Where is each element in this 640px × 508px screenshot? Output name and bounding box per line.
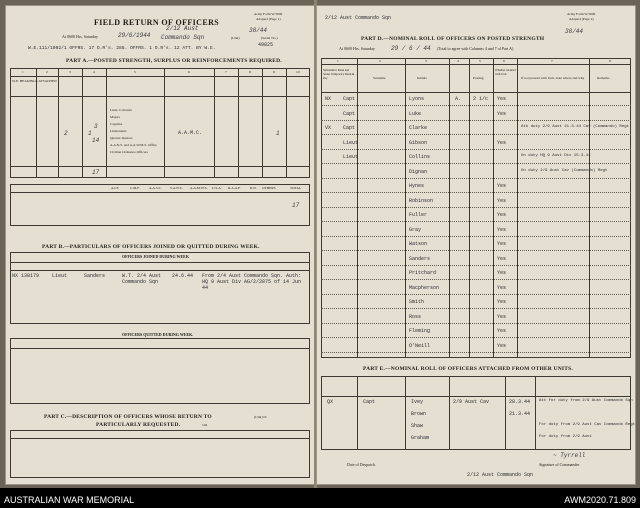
a-value: 3	[94, 123, 98, 130]
roll-posting: 2 i/c	[473, 96, 489, 102]
col-num: 2	[379, 59, 381, 63]
form-ref-2: Adapted (Page 1)	[256, 17, 281, 21]
a-value: 1	[88, 130, 92, 137]
summary-table	[10, 184, 310, 226]
rank-label: Lieutenants	[110, 129, 127, 133]
att-no: QX	[327, 399, 334, 405]
roll-retained: Yes	[497, 110, 507, 117]
page-right	[317, 6, 635, 484]
roll-rank: Capt	[343, 125, 356, 131]
serial-value: 38/44	[249, 27, 268, 34]
roll-surname: Robinson	[409, 197, 434, 204]
summary-head: R.A.A.F.	[228, 186, 241, 190]
summary-head: C.M.F.	[130, 186, 140, 190]
roll-retained: Yes	[497, 328, 507, 334]
summary-head: TOTAL	[290, 186, 302, 190]
roll-rank: Capt	[343, 96, 356, 102]
joined-remarks: From 2/4 Aust Commando Sqn. Auth: HQ 9 Aust Div AG/2/2875 of 14 Jun 44	[202, 273, 302, 291]
part-c-heading-2: PARTICULARLY REQUESTED.	[96, 422, 181, 428]
col-num: 4	[93, 70, 95, 74]
table-row	[321, 294, 631, 295]
at-line-label: At 0600 Hrs. Saturday	[62, 34, 98, 39]
roll-retained: Yes	[497, 96, 507, 102]
roll-initials: A.	[455, 96, 462, 102]
summary-head: U.S.A.	[212, 186, 222, 190]
wit-line: W.E.111/1002/1 OFFRS. 17 O.R's. 285. OFFRS. 1 O.R's. 12 ATT. BY W.E.	[28, 46, 216, 51]
part-b-heading: PART B.—PARTICULARS OF OFFICERS JOINED OR QUITTED DURING WEEK.	[42, 244, 260, 250]
form-title: FIELD RETURN OF OFFICERS	[94, 18, 220, 27]
col-header: Surname	[373, 76, 386, 80]
rank-label: A.A.N.S. and A.A.W.M.S. Office	[110, 143, 157, 147]
right-form-ref-2: Adapted (Page 2)	[569, 17, 594, 21]
roll-surname: Fleming	[409, 328, 431, 334]
rank-label: Majors	[110, 115, 120, 119]
signature: ~ Tyrrell	[553, 452, 586, 459]
att-name: Brown	[411, 411, 427, 417]
summary-head: OTHERS	[262, 186, 276, 190]
part-d-at-line: At 0600 Hrs. Saturday	[339, 46, 375, 51]
a-total: 17	[92, 169, 100, 176]
col-header: Substantive Rank and Status Temporary Rank & Pay	[323, 68, 355, 80]
attached-unit: A.A.M.C.	[178, 130, 203, 136]
rank-label: Lieut.-Colonels	[110, 108, 132, 112]
summary-head: R.N.	[250, 186, 257, 190]
att-date: 21.3.44	[509, 411, 531, 417]
col-num: 5	[479, 59, 481, 63]
roll-no: NX	[325, 96, 332, 102]
attached-count: 1	[276, 130, 280, 137]
summary-head: A.I.F.	[111, 186, 119, 190]
table-row	[321, 178, 631, 179]
part-c-heading: PART C.—DESCRIPTION OF OFFICERS WHOSE RETURN TO	[44, 414, 212, 420]
page-left	[6, 6, 314, 484]
archive-banner	[0, 488, 640, 508]
col-num: 4	[457, 59, 459, 63]
part-e-heading: PART E.—NOMINAL ROLL OF OFFICERS ATTACHED FROM OTHER UNITS.	[363, 366, 573, 372]
table-row	[321, 337, 631, 338]
part-c-unit: (Unit) IS	[254, 415, 267, 419]
roll-surname: Luke	[409, 110, 422, 117]
roll-surname: Lyons	[409, 96, 425, 102]
roll-retained: Yes	[497, 270, 507, 276]
att-remarks: For duty from 2/9 Aust	[539, 435, 592, 439]
roll-retained: Yes	[497, 212, 507, 218]
signature-label: Signature of Commander	[539, 462, 580, 467]
att-name: Graham	[411, 435, 430, 441]
att-name: Ivey	[411, 399, 424, 405]
quitted-heading: OFFICERS QUITTED DURING WEEK.	[122, 332, 194, 337]
roll-surname: Watson	[409, 241, 428, 247]
roll-retained: Yes	[497, 183, 507, 189]
roll-surname: Ross	[409, 313, 422, 320]
roll-retained: Yes	[497, 226, 507, 233]
col-num: 10	[296, 70, 300, 74]
col-header: If not present with Unit, state where and why	[521, 76, 585, 80]
col-num: 8	[249, 70, 251, 74]
part-d-note: (Total to agree with Columns 4 and 7 of Part A)	[437, 46, 514, 51]
col-num: 7	[225, 70, 227, 74]
roll-surname: Hynes	[409, 183, 425, 189]
table-row	[321, 308, 631, 309]
table-row	[321, 149, 631, 150]
col-header: Initials	[417, 76, 427, 80]
summary-head: A.A.S.C.	[149, 186, 162, 190]
col-num: 9	[273, 70, 275, 74]
roll-surname: Pritchard	[409, 270, 437, 276]
col-num: 1	[337, 59, 339, 63]
col-num: 6	[188, 70, 190, 74]
roll-surname: Fuller	[409, 212, 428, 218]
roll-retained: Yes	[497, 313, 507, 320]
roll-surname: Clarke	[409, 125, 428, 131]
table-row	[321, 192, 631, 193]
roll-retained: Yes	[497, 139, 507, 146]
att-unit: 2/9 Aust Cav	[453, 399, 490, 405]
table-row	[321, 352, 631, 353]
right-unit: 2/12 Aust Commando Sqn	[325, 15, 392, 21]
col-num: 5	[134, 70, 136, 74]
col-header: Remarks	[597, 76, 610, 80]
roll-surname: O'Neill	[409, 342, 431, 349]
joined-rank: Lieut	[52, 273, 68, 279]
table-row	[321, 120, 631, 121]
col-num: 6	[503, 59, 505, 63]
foot-unit: 2/12 Aust Commando Sqn	[467, 472, 534, 478]
a-value: 14	[92, 137, 100, 144]
part-d-date: 29 / 6 / 44	[391, 45, 431, 52]
a-value: 2	[64, 130, 68, 137]
table-row	[321, 105, 631, 106]
roll-surname: Sanders	[409, 255, 431, 262]
joined-no: NX 138179	[12, 273, 40, 279]
table-row	[321, 134, 631, 135]
table-row	[321, 207, 631, 208]
roll-surname: Dignan	[409, 168, 428, 175]
unit-value-2: Commando Sqn	[161, 34, 205, 41]
roll-retained: Yes	[497, 299, 507, 305]
rank-label: Captains	[110, 122, 123, 126]
table-row	[321, 221, 631, 222]
col-num: 8	[609, 59, 611, 63]
table-row	[321, 236, 631, 237]
rank-label: Quarter-masters	[110, 136, 133, 140]
roll-retained: Yes	[497, 241, 507, 247]
roll-where: On duty HQ 9 Aust Div 15.3.44	[521, 154, 591, 158]
table-row	[321, 279, 631, 280]
table-row	[321, 163, 631, 164]
rank-label: Civilian Ordnance Officers	[110, 150, 149, 154]
we-header: W.E. HEADINGS ATTACHED	[12, 79, 57, 83]
col-num: 7	[551, 59, 553, 63]
col-num: 2	[46, 70, 48, 74]
att-remarks: For duty from 2/9 Aust Cav Commando Regt	[539, 423, 636, 427]
number-stamp: 49825	[258, 42, 274, 48]
summary-total: 17	[292, 202, 300, 209]
summary-head: S.A.N.S.	[170, 186, 183, 190]
col-num: 3	[425, 59, 427, 63]
serial-label: (Serial No.)	[261, 36, 278, 40]
joined-from: W.T. 2/4 Aust Commando Sqn	[122, 273, 162, 285]
roll-table	[321, 58, 631, 358]
part-a-table	[10, 68, 310, 178]
joined-date: 24.6.44	[172, 273, 194, 279]
col-header: Whether retained with Unit	[495, 68, 516, 76]
summary-head: A.A.M.W.S.	[190, 186, 208, 190]
roll-retained: Yes	[497, 284, 507, 291]
roll-no: VX	[325, 125, 332, 131]
col-num: 3	[69, 70, 71, 74]
att-remarks: Att for duty from 2/9 Aust Commando Sqn	[539, 399, 633, 403]
roll-surname: Gibson	[409, 139, 428, 146]
unit-label: (Unit)	[231, 36, 240, 40]
roll-rank: Lieut	[343, 154, 359, 160]
part-d-heading: PART D.—NOMINAL ROLL OF OFFICERS ON POSTED STRENGTH	[361, 36, 545, 42]
table-row	[321, 250, 631, 251]
table-row	[321, 265, 631, 266]
roll-surname: Macpherson	[409, 284, 440, 291]
right-form-ref: Army Form W.3009	[567, 12, 596, 16]
joined-name: Sanders	[84, 273, 106, 279]
unit-value: 2/12 Aust	[166, 25, 199, 32]
roll-where: On duty 2/9 Aust Cav (Commando) Regt	[521, 168, 608, 173]
archive-name: AUSTRALIAN WAR MEMORIAL	[4, 495, 135, 505]
right-serial: 38/44	[565, 28, 584, 35]
roll-surname: Gray	[409, 226, 422, 233]
archive-id: AWM2020.71.809	[564, 495, 636, 505]
att-name: Shaw	[411, 423, 424, 429]
despatch-label: Date of Despatch.	[347, 462, 376, 467]
roll-retained: Yes	[497, 197, 507, 204]
roll-rank: Capt	[343, 110, 356, 117]
joined-heading: OFFICERS JOINED DURING WEEK	[122, 254, 189, 259]
form-ref: Army Form W.3009	[254, 12, 283, 16]
roll-retained: Yes	[497, 255, 507, 262]
col-num: 1	[22, 70, 24, 74]
roll-retained: Yes	[497, 342, 507, 349]
part-c-year: 194	[202, 423, 208, 427]
roll-surname: Collins	[409, 154, 431, 160]
att-date: 28.3.44	[509, 399, 531, 405]
roll-surname: Smith	[409, 299, 425, 305]
roll-where: Atk duty 2/9 Aust 21.3.44 Cav (Commando) Regt	[521, 125, 630, 129]
col-header: Posting	[473, 76, 484, 80]
table-row	[321, 323, 631, 324]
roll-rank: Lieut	[343, 139, 359, 146]
at-line-date: 29/6/1944	[118, 32, 151, 39]
part-a-heading: PART A.—POSTED STRENGTH, SURPLUS OR REINFORCEMENTS REQUIRED.	[66, 58, 282, 64]
att-rank: Capt	[363, 399, 376, 405]
